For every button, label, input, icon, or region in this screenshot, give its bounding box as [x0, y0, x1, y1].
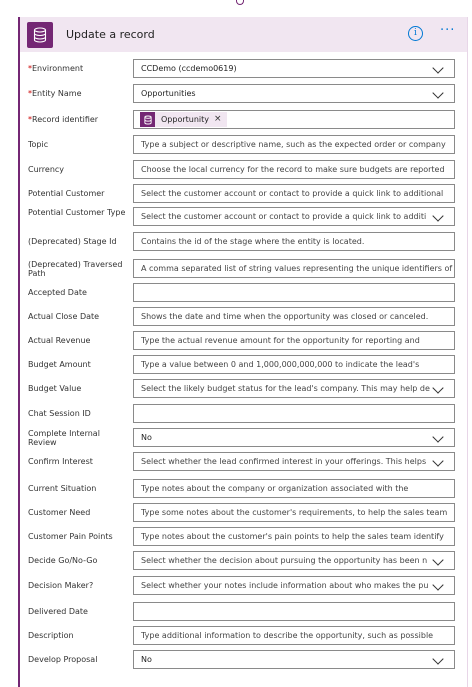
field-label-text: Budget Amount [28, 360, 91, 369]
dynamic-content-token[interactable] [140, 112, 227, 127]
field-placeholder: Type the actual revenue amount for the opportunity for reporting and [141, 336, 420, 345]
field-placeholder: Type some notes about the customer's requirements, to help the sales team [141, 508, 448, 517]
field-label [28, 336, 128, 345]
chevron-down-icon[interactable] [432, 62, 443, 73]
field-label [28, 409, 128, 418]
environment-dropdown[interactable] [133, 59, 455, 78]
field-label-text: Budget Value [28, 384, 82, 393]
field-label [28, 64, 128, 73]
field-placeholder: Type a subject or descriptive name, such as the expected order or company [141, 140, 446, 149]
field-label-text: Current Situation [28, 484, 97, 493]
field-label-text: Actual Close Date [28, 312, 100, 321]
field-label-text: Complete Internal Review [28, 429, 100, 447]
field-label-text: Potential Customer Type [28, 208, 126, 217]
field-label-text: Customer Pain Points [28, 532, 113, 541]
chevron-down-icon[interactable] [432, 554, 443, 565]
customer-pain-points-input[interactable] [133, 527, 455, 546]
field-label-text: Confirm Interest [28, 457, 93, 466]
potential-customer-input[interactable] [133, 184, 455, 203]
field-placeholder: Type notes about the company or organization associated with the [141, 484, 409, 493]
chevron-down-icon[interactable] [432, 653, 443, 664]
topic-input[interactable] [133, 135, 455, 154]
field-label-text: Potential Customer [28, 189, 105, 198]
decision-maker-dropdown[interactable] [133, 576, 455, 595]
database-icon [27, 22, 53, 48]
field-label [28, 165, 128, 174]
field-label [28, 237, 128, 246]
decide-go-no-go-dropdown[interactable] [133, 551, 455, 570]
field-placeholder: Type a value between 0 and 1,000,000,000,000 to indicate the lead's [141, 360, 420, 369]
description-input[interactable] [133, 626, 455, 645]
field-label-text: Environment [32, 64, 84, 73]
field-label-text: Accepted Date [28, 288, 87, 297]
current-situation-input[interactable] [133, 479, 455, 498]
field-label [28, 581, 128, 590]
chevron-down-icon[interactable] [432, 455, 443, 466]
field-placeholder: A comma separated list of string values representing the unique identifiers of [141, 264, 453, 273]
budget-amount-input[interactable] [133, 355, 455, 374]
update-record-card [18, 17, 468, 687]
field-label [28, 607, 128, 616]
chevron-down-icon[interactable] [432, 382, 443, 393]
field-label-text: (Deprecated) Traversed Path [28, 260, 123, 278]
field-label [28, 89, 128, 98]
field-label-text: Develop Proposal [28, 655, 98, 664]
field-placeholder: Select the customer account or contact to provide a quick link to additi [141, 212, 427, 221]
field-label [28, 189, 128, 198]
field-label-text: (Deprecated) Stage Id [28, 237, 117, 246]
field-placeholder: Select whether the lead confirmed interest in your offerings. This helps [141, 457, 427, 466]
complete-internal-review-dropdown[interactable] [133, 428, 455, 447]
field-label-text: Actual Revenue [28, 336, 91, 345]
record-identifier-input[interactable] [133, 110, 455, 129]
field-value: No [141, 433, 152, 442]
confirm-interest-dropdown[interactable] [133, 452, 455, 471]
field-label [28, 260, 128, 278]
delivered-date-input[interactable] [133, 602, 455, 621]
token-label: Opportunity [161, 115, 210, 124]
field-label [28, 556, 128, 565]
field-label [28, 208, 128, 217]
field-label-text: Decide Go/No-Go [28, 556, 98, 565]
field-label-text: Delivered Date [28, 607, 88, 616]
field-value: Opportunities [141, 89, 196, 98]
info-icon[interactable]: i [408, 26, 423, 41]
field-label [28, 508, 128, 517]
field-label [28, 457, 128, 466]
chevron-down-icon[interactable] [432, 210, 443, 221]
field-placeholder: Select the likely budget status for the lead's company. This may help de [141, 384, 430, 393]
connector-icon [236, 0, 244, 5]
card-title: Update a record [66, 28, 155, 41]
actual-close-date-input[interactable] [133, 307, 455, 326]
database-icon [140, 112, 155, 127]
field-placeholder: Select whether your notes include information about who makes the pu [141, 581, 429, 590]
develop-proposal-dropdown[interactable] [133, 650, 455, 669]
field-label [28, 484, 128, 493]
currency-input[interactable] [133, 160, 455, 179]
field-label [28, 312, 128, 321]
field-label-text: Chat Session ID [28, 409, 91, 418]
card-header[interactable] [20, 17, 467, 52]
budget-value-dropdown[interactable] [133, 379, 455, 398]
field-label [28, 429, 128, 447]
field-label [28, 532, 128, 541]
required-marker: * [28, 64, 32, 73]
deprecated-stage-id-input[interactable] [133, 232, 455, 251]
entity-name-dropdown[interactable] [133, 84, 455, 103]
chevron-down-icon[interactable] [432, 87, 443, 98]
field-label-text: Topic [28, 140, 49, 149]
remove-token-icon[interactable]: × [214, 114, 222, 124]
field-label-text: Customer Need [28, 508, 91, 517]
accepted-date-input[interactable] [133, 283, 455, 302]
field-label [28, 631, 128, 640]
required-marker: * [28, 115, 32, 124]
chevron-down-icon[interactable] [432, 431, 443, 442]
field-label-text: Currency [28, 165, 65, 174]
more-options-icon[interactable]: ··· [440, 23, 456, 38]
field-placeholder: Select whether the decision about pursuing the opportunity has been n [141, 556, 428, 565]
field-label-text: Description [28, 631, 74, 640]
field-placeholder: Contains the id of the stage where the entity is located. [141, 237, 365, 246]
field-label-text: Entity Name [32, 89, 82, 98]
field-placeholder: Select the customer account or contact to provide a quick link to additional [141, 189, 444, 198]
field-placeholder: Type notes about the customer's pain points to help the sales team identify [141, 532, 444, 541]
field-label [28, 140, 128, 149]
field-placeholder: Shows the date and time when the opportunity was closed or canceled. [141, 312, 429, 321]
actual-revenue-input[interactable] [133, 331, 455, 350]
field-label [28, 655, 128, 664]
chat-session-id-input[interactable] [133, 404, 455, 423]
field-label [28, 360, 128, 369]
potential-customer-type-dropdown[interactable] [133, 207, 455, 226]
customer-need-input[interactable] [133, 503, 455, 522]
field-value: CCDemo (ccdemo0619) [141, 64, 237, 73]
deprecated-traversed-path-input[interactable] [133, 259, 455, 278]
field-placeholder: Type additional information to describe the opportunity, such as possible [141, 631, 434, 640]
field-value: No [141, 655, 152, 664]
field-label [28, 384, 128, 393]
field-label-text: Record identifier [32, 115, 99, 124]
field-placeholder: Choose the local currency for the record to make sure budgets are reported [141, 165, 445, 174]
field-label [28, 288, 128, 297]
chevron-down-icon[interactable] [432, 579, 443, 590]
required-marker: * [28, 89, 32, 98]
field-label-text: Decision Maker? [28, 581, 94, 590]
field-label [28, 115, 128, 124]
